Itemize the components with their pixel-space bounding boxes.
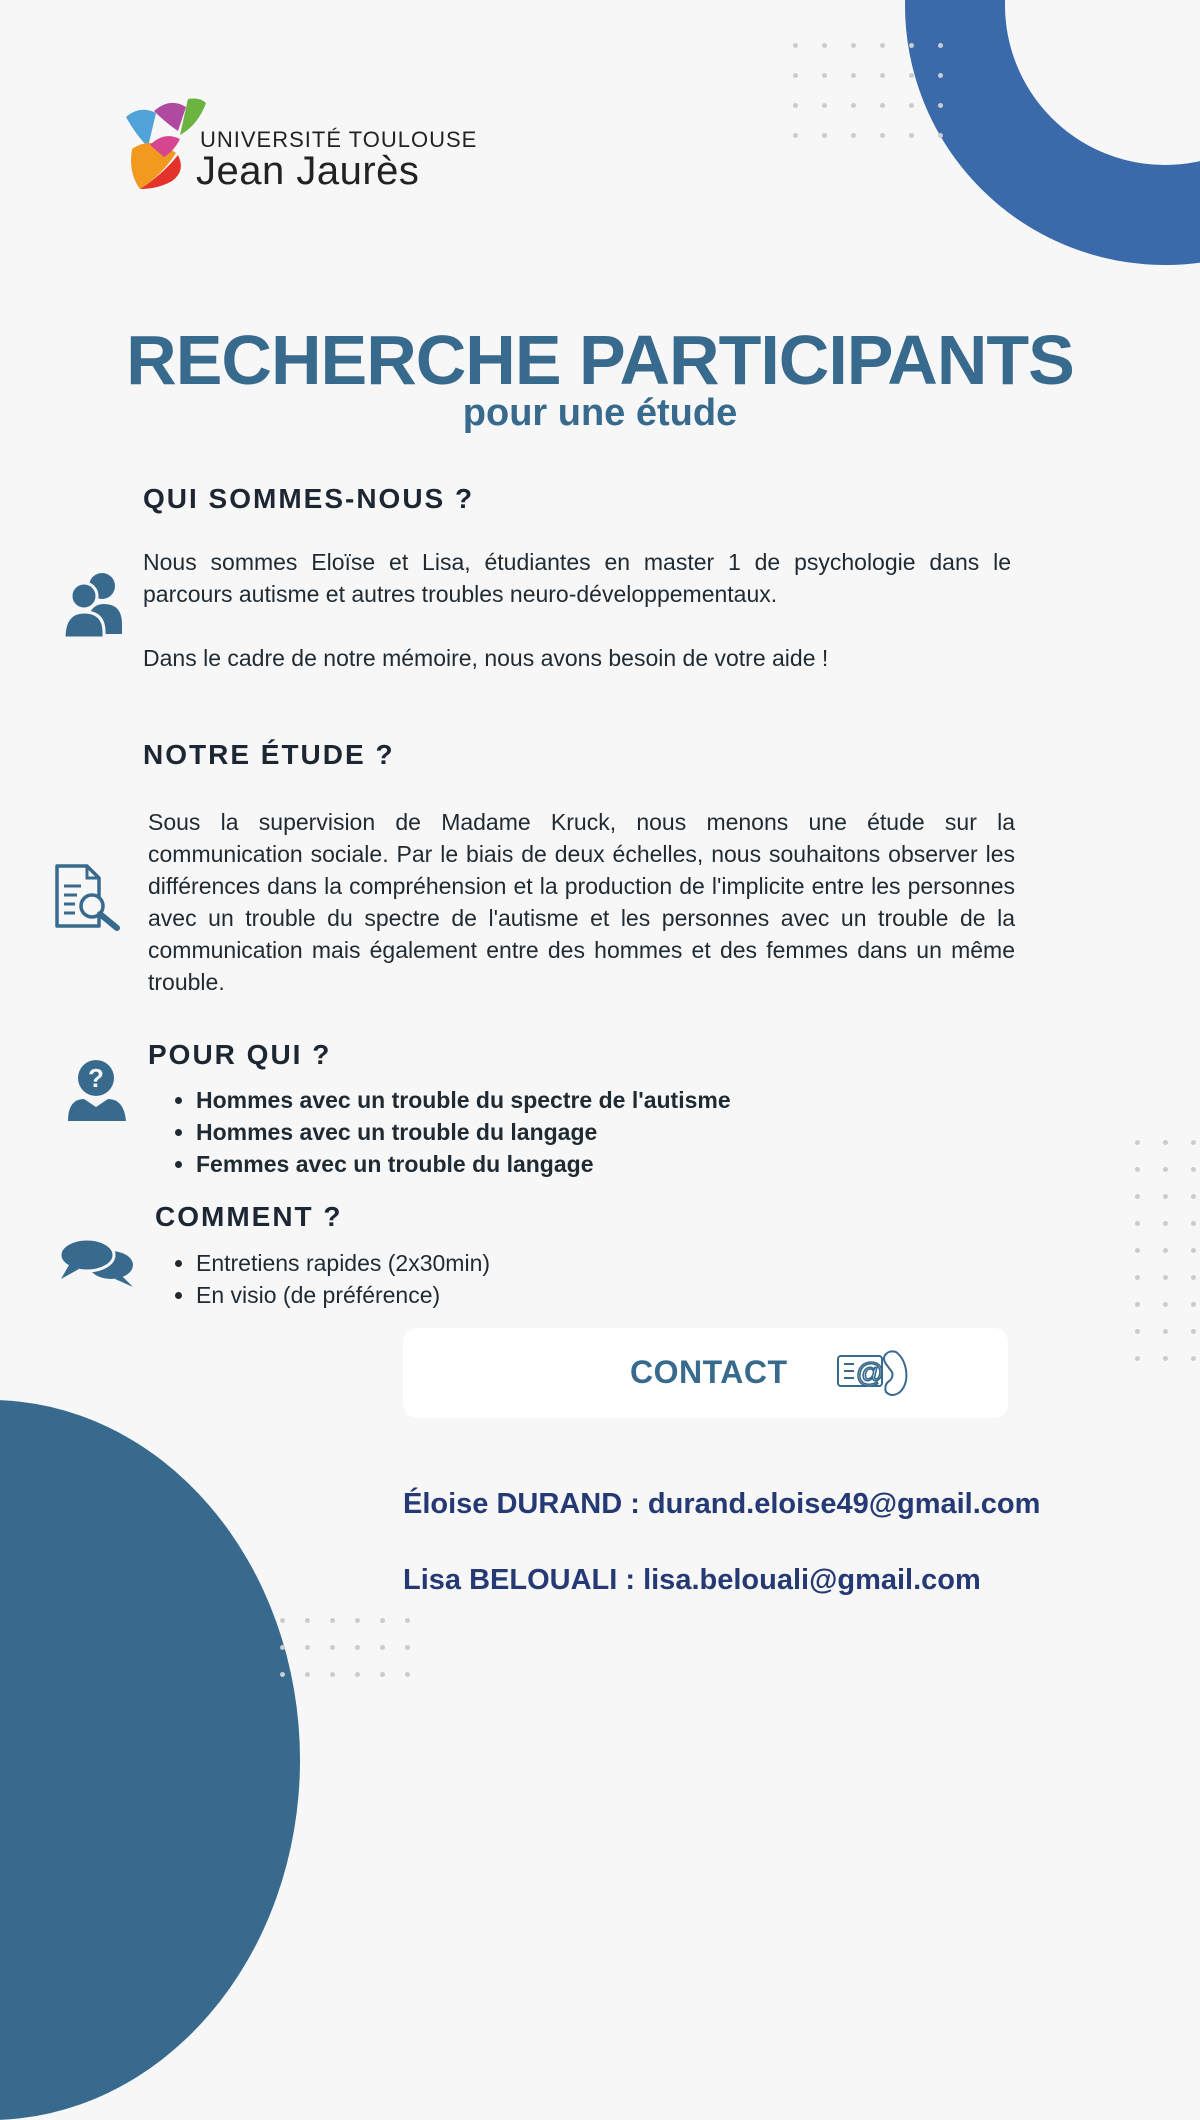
decorative-dot (1135, 1329, 1140, 1334)
decorative-dot (1135, 1167, 1140, 1172)
university-logo (118, 95, 518, 205)
decorative-dot (822, 43, 827, 48)
decorative-dot (1163, 1167, 1168, 1172)
decorative-dot (938, 73, 943, 78)
decorative-dot (909, 43, 914, 48)
contact-label: CONTACT (630, 1354, 788, 1390)
decorative-dot (305, 1645, 310, 1650)
decorative-dot (380, 1618, 385, 1623)
decorative-dot (1191, 1248, 1196, 1253)
decorative-dot (822, 73, 827, 78)
decorative-dot (405, 1618, 410, 1623)
decorative-dot (1163, 1248, 1168, 1253)
decorative-dot (793, 133, 798, 138)
decorative-dot (1163, 1275, 1168, 1280)
list-item: • En visio (de préférence) (196, 1279, 996, 1311)
list-item: • Hommes avec un trouble du langage (196, 1116, 996, 1148)
decorative-dot (1191, 1194, 1196, 1199)
decorative-dot (1163, 1329, 1168, 1334)
decorative-dot (793, 103, 798, 108)
decorative-dot (880, 43, 885, 48)
section-who-paragraph-1: Nous sommes Eloïse et Lisa, étudiantes en master 1 de psychologie dans le parcours autisme et autres troubles neuro-développementaux. (143, 549, 1011, 607)
contact-box (403, 1328, 1008, 1418)
decorative-dot (1135, 1221, 1140, 1226)
decorative-dot (1191, 1140, 1196, 1145)
decorative-dot (1191, 1167, 1196, 1172)
decorative-dot (1135, 1194, 1140, 1199)
section-how-heading: COMMENT ? (155, 1201, 343, 1232)
svg-text:?: ? (88, 1063, 104, 1093)
decorative-dot (355, 1645, 360, 1650)
page-title: RECHERCHE PARTICIPANTS (126, 321, 1074, 399)
page-subtitle: pour une étude (462, 392, 738, 434)
chat-bubbles-icon (59, 1237, 135, 1289)
decorative-dot (1163, 1302, 1168, 1307)
email-phone-icon (836, 1346, 912, 1402)
people-icon (64, 572, 124, 638)
decorative-dot (1191, 1275, 1196, 1280)
list-item: • Femmes avec un trouble du langage (196, 1148, 996, 1180)
decorative-dot (1135, 1356, 1140, 1361)
decorative-dot (305, 1618, 310, 1623)
decorative-dot (1163, 1140, 1168, 1145)
decorative-dot (851, 103, 856, 108)
decorative-dot (880, 103, 885, 108)
decorative-dot (938, 133, 943, 138)
decorative-dot (1163, 1194, 1168, 1199)
decorative-dot (1135, 1275, 1140, 1280)
decorative-dot (822, 103, 827, 108)
logo-swirl-icon (118, 95, 208, 195)
decorative-dot (851, 43, 856, 48)
decorative-dot (1191, 1221, 1196, 1226)
section-who-paragraph-2: Dans le cadre de notre mémoire, nous avons besoin de votre aide ! (143, 645, 829, 671)
section-for-whom-heading: POUR QUI ? (148, 1039, 332, 1070)
decorative-blob-bottom-left (0, 1400, 300, 2120)
section-study-heading: NOTRE ÉTUDE ? (143, 739, 395, 770)
decorative-dot (1163, 1221, 1168, 1226)
decorative-dot (1135, 1140, 1140, 1145)
decorative-dot (938, 43, 943, 48)
decorative-dot (1191, 1356, 1196, 1361)
contact-lisa[interactable]: Lisa BELOUALI : lisa.belouali@gmail.com (403, 1564, 981, 1596)
decorative-dot (405, 1645, 410, 1650)
decorative-dot (355, 1672, 360, 1677)
decorative-dot (1163, 1356, 1168, 1361)
document-search-icon (53, 862, 123, 932)
section-study-paragraph: Sous la supervision de Madame Kruck, nous menons une étude sur la communication sociale. Par le biais de deux échelles, nous souhaitons observer les différences dans la compréhension et la production de l'implicite entre les personnes avec un trouble du spectre de l'autisme et les personnes avec un trouble de la communication mais également entre des hommes et des femmes dans un même trouble. (148, 809, 1015, 995)
decorative-dot (305, 1672, 310, 1677)
person-question-icon (66, 1059, 128, 1121)
decorative-dot (330, 1618, 335, 1623)
dot-grid-top (793, 43, 967, 138)
decorative-dot (909, 103, 914, 108)
decorative-dot (280, 1618, 285, 1623)
logo-line1: UNIVERSITÉ TOULOUSE (200, 127, 478, 152)
decorative-dot (851, 73, 856, 78)
decorative-dot (793, 73, 798, 78)
decorative-dot (405, 1672, 410, 1677)
decorative-dot (330, 1672, 335, 1677)
decorative-dot (330, 1645, 335, 1650)
section-who-heading: QUI SOMMES-NOUS ? (143, 483, 475, 514)
decorative-dot (1191, 1302, 1196, 1307)
dot-grid-bottom (280, 1618, 430, 1677)
decorative-dot (880, 73, 885, 78)
decorative-dot (280, 1672, 285, 1677)
list-item: • Entretiens rapides (2x30min) (196, 1247, 996, 1279)
logo-line2: Jean Jaurès (196, 149, 420, 193)
list-item: • Hommes avec un trouble du spectre de l'autisme (196, 1084, 996, 1116)
decorative-dot (851, 133, 856, 138)
decorative-dot (380, 1645, 385, 1650)
decorative-dot (380, 1672, 385, 1677)
decorative-dot (280, 1645, 285, 1650)
for-whom-list (146, 1084, 996, 1180)
contact-eloise[interactable]: Éloise DURAND : durand.eloise49@gmail.com (403, 1488, 1041, 1520)
decorative-dot (938, 103, 943, 108)
how-list (146, 1247, 996, 1311)
decorative-dot (909, 133, 914, 138)
svg-text:@: @ (855, 1357, 885, 1388)
decorative-dot (909, 73, 914, 78)
decorative-dot (1135, 1302, 1140, 1307)
decorative-dot (880, 133, 885, 138)
decorative-dot (793, 43, 798, 48)
decorative-dot (1135, 1248, 1140, 1253)
decorative-dot (355, 1618, 360, 1623)
decorative-dot (1191, 1329, 1196, 1334)
decorative-dot (822, 133, 827, 138)
dot-grid-right (1135, 1140, 1200, 1361)
